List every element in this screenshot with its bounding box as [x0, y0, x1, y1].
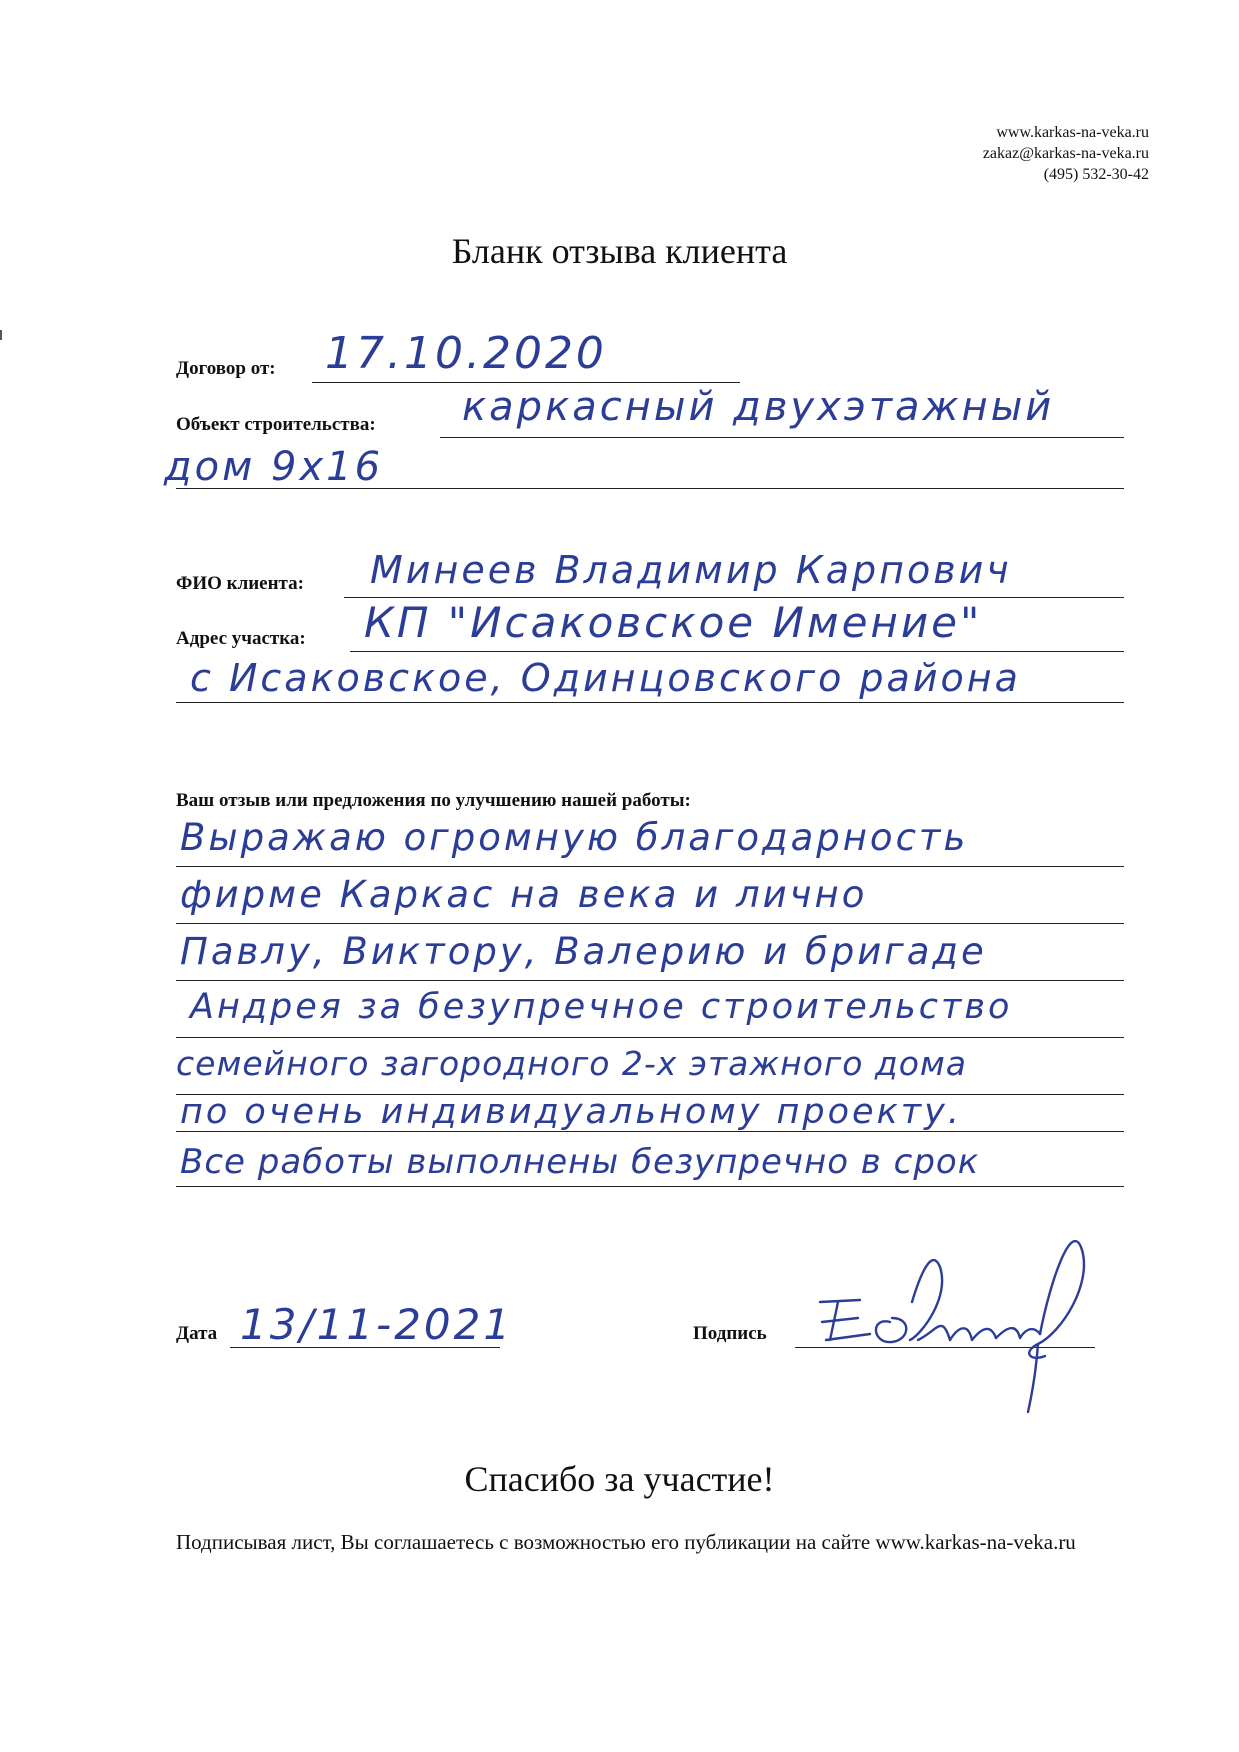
address-value-line-1: КП "Исаковское Имение"	[364, 598, 983, 647]
consent-note: Подписывая лист, Вы соглашаетесь с возможностью его публикации на сайте www.karkas-na-veka.ru	[176, 1530, 1076, 1554]
feedback-text-line: Андрея за безупречное строительство	[190, 987, 1013, 1027]
signature-image	[800, 1222, 1120, 1422]
address-value-line-2: с Исаковское, Одинцовского района	[190, 656, 1021, 700]
client-value: Минеев Владимир Карпович	[370, 548, 1012, 592]
feedback-line	[176, 866, 1124, 867]
contract-label: Договор от:	[176, 358, 276, 379]
contacts-block	[983, 122, 1149, 185]
feedback-line	[176, 1186, 1124, 1187]
object-line-1	[440, 437, 1124, 438]
feedback-line	[176, 980, 1124, 981]
date-value: 13/11-2021	[240, 1300, 514, 1349]
website-link[interactable]: www.karkas-na-veka.ru	[996, 124, 1149, 141]
feedback-line	[176, 1037, 1124, 1038]
feedback-label: Ваш отзыв или предложения по улучшению нашей работы:	[176, 790, 691, 811]
address-line-1	[350, 651, 1124, 652]
address-label: Адрес участка:	[176, 628, 306, 649]
address-line-2	[176, 702, 1124, 703]
feedback-text-line: фирме Каркас на века и лично	[180, 873, 868, 916]
feedback-text-line: Выражаю огромную благодарность	[180, 816, 969, 859]
feedback-text-line: Павлу, Виктору, Валерию и бригаде	[180, 930, 987, 973]
thanks-message: Спасибо за участие!	[464, 1459, 775, 1499]
signature-label: Подпись	[693, 1323, 767, 1344]
object-label: Объект строительства:	[176, 414, 376, 435]
contract-value: 17.10.2020	[325, 328, 607, 379]
date-label: Дата	[176, 1323, 218, 1344]
feedback-text-line: Все работы выполнены безупречно в срок	[180, 1142, 980, 1182]
form-title: Бланк отзыва клиента	[451, 231, 788, 271]
feedback-line	[176, 923, 1124, 924]
contract-line	[312, 382, 740, 383]
client-label: ФИО клиента:	[176, 573, 304, 594]
email-link[interactable]: zakaz@karkas-na-veka.ru	[982, 145, 1149, 162]
scan-edge-mark	[0, 330, 2, 340]
object-value-line-2: дом 9х16	[164, 444, 384, 490]
phone-number: (495) 532-30-42	[1043, 166, 1149, 183]
feedback-text-line: семейного загородного 2-х этажного дома	[176, 1044, 968, 1083]
feedback-text-line: по очень индивидуальному проекту.	[180, 1092, 962, 1132]
object-value-line-1: каркасный двухэтажный	[462, 384, 1055, 430]
